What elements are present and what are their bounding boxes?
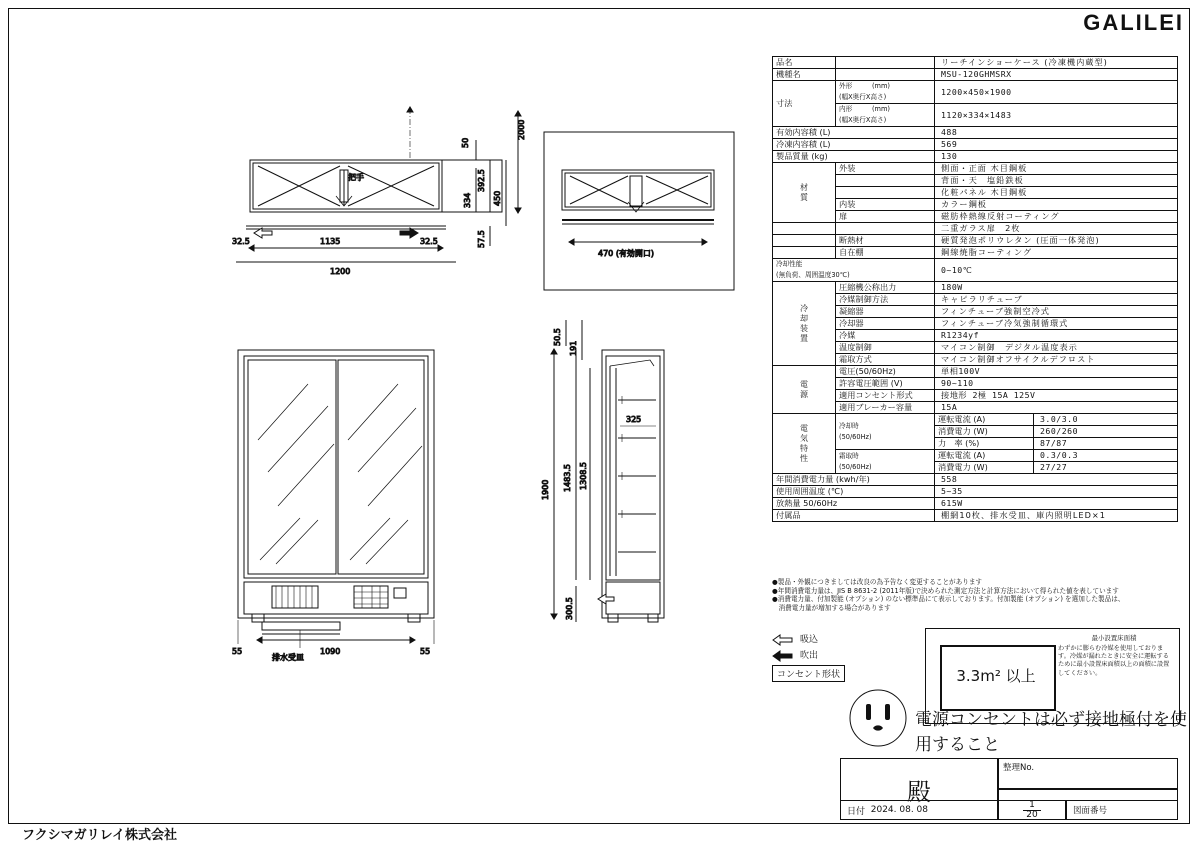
spec-sublabel: 扉 <box>836 211 935 223</box>
spec-sublabel: 許容電圧範囲 (V) <box>836 378 935 390</box>
spec-label: 冷凍内容積 (L) <box>773 139 935 151</box>
spec-value: 棚網10枚、排水受皿、庫内照明LED×1 <box>935 510 1178 522</box>
spec-group-label: 冷 却 装 置 <box>773 282 836 366</box>
spec-value: 二重ガラス扉 2枚 <box>935 223 1178 235</box>
company-name: フクシマガリレイ株式会社 <box>22 827 177 842</box>
spec-sublabel <box>836 175 935 187</box>
min-floor-area-box <box>925 628 1180 724</box>
spec-value: フィンチューブ冷気強制循環式 <box>935 318 1178 330</box>
spec-value: 27/27 <box>1034 462 1178 474</box>
table-row <box>773 282 1178 294</box>
spec-value: 1120×334×1483 <box>935 104 1178 127</box>
spec-sublabel: 電圧(50/60Hz) <box>836 366 935 378</box>
legend-intake-label: 吸込 <box>800 635 819 645</box>
scale-field <box>998 800 1066 820</box>
table-row <box>773 81 1178 104</box>
table-row <box>773 139 1178 151</box>
spec-item-label: 力 率 (%) <box>935 438 1034 450</box>
table-row <box>773 366 1178 378</box>
svg-text:392.5: 392.5 <box>477 169 486 192</box>
table-row <box>773 163 1178 175</box>
table-row <box>773 498 1178 510</box>
spec-value: 0.3/0.3 <box>1034 450 1178 462</box>
svg-text:1900: 1900 <box>541 479 550 500</box>
spec-value: 569 <box>935 139 1178 151</box>
table-row <box>773 235 1178 247</box>
spec-value: 背面・天 塩鉛鉄板 <box>935 175 1178 187</box>
svg-text:50: 50 <box>461 137 470 148</box>
svg-text:191: 191 <box>569 340 578 356</box>
spec-label: 製品質量 (kg) <box>773 151 935 163</box>
svg-text:300.5: 300.5 <box>565 597 574 620</box>
spec-sublabel: 適用コンセント形式 <box>836 390 935 402</box>
specification-table <box>772 56 1178 522</box>
spec-value: マイコン制御オフサイクルデフロスト <box>935 354 1178 366</box>
spec-sublabel <box>836 223 935 235</box>
spec-sublabel: 外形 (mm) (幅X奥行X高さ) <box>836 81 935 104</box>
svg-text:排水受皿: 排水受皿 <box>272 653 304 662</box>
spec-group-label: 電 気 特 性 <box>773 414 836 474</box>
spec-value: 260/260 <box>1034 426 1178 438</box>
table-row <box>773 223 1178 235</box>
spec-label: 寸法 <box>773 81 836 127</box>
min-area-value: 3.3m² 以上 <box>956 667 1036 685</box>
legend-intake <box>772 632 818 648</box>
spec-sublabel: 圧縮機公称出力 <box>836 282 935 294</box>
table-row <box>773 247 1178 259</box>
table-row <box>773 259 1178 282</box>
spec-value: 鋼線焼脂コーティング <box>935 247 1178 259</box>
spec-sublabel: 適用ブレーカー容量 <box>836 402 935 414</box>
svg-text:32.5: 32.5 <box>420 237 438 246</box>
spec-sublabel: 凝縮器 <box>836 306 935 318</box>
date-label: 日付 <box>847 806 866 817</box>
svg-text:334: 334 <box>463 192 472 208</box>
note-line: ●製品・外観につきましては改良の為予告なく変更することがあります <box>772 578 983 586</box>
legend-discharge <box>772 648 818 664</box>
date-field <box>840 800 998 820</box>
svg-text:把手: 把手 <box>348 173 364 182</box>
spec-sublabel <box>836 69 935 81</box>
scale-numerator: 1 <box>1023 801 1041 811</box>
spec-value: 488 <box>935 127 1178 139</box>
airflow-legend <box>772 632 818 664</box>
legend-discharge-label: 吹出 <box>800 651 819 661</box>
spec-group-label: 電 源 <box>773 366 836 414</box>
spec-item-label: 運転電流 (A) <box>935 450 1034 462</box>
min-area-note: わずかに膨らむ冷媒を使用しております。冷媒が漏れたときに安全に運転するために最小設置床面積以上の面積に設置してください。 <box>1058 645 1170 677</box>
plug-shape-label: コンセント形状 <box>772 665 845 682</box>
date-value: 2024. 08. 08 <box>870 805 929 815</box>
customer-dono: 殿 <box>840 758 998 820</box>
spec-value: キャピラリチューブ <box>935 294 1178 306</box>
table-row <box>773 414 1178 426</box>
spec-sublabel: 内形 (mm) (幅X奥行X高さ) <box>836 104 935 127</box>
plug-warning-text: 電源コンセントは必ず接地極付を使用すること <box>915 710 1187 755</box>
spec-value: 化粧パネル 木目鋼板 <box>935 187 1178 199</box>
svg-text:1135: 1135 <box>320 237 341 246</box>
side-view <box>541 320 664 622</box>
svg-text:32.5: 32.5 <box>232 237 250 246</box>
spec-value: 側面・正面 木目鋼板 <box>935 163 1178 175</box>
spec-value: 180W <box>935 282 1178 294</box>
table-row <box>773 510 1178 522</box>
spec-value: MSU-120GHMSRX <box>935 69 1178 81</box>
spec-sublabel: 冷却器 <box>836 318 935 330</box>
brand-logo: GALILEI <box>1083 10 1184 35</box>
spec-label: 品名 <box>773 57 836 69</box>
svg-text:50.5: 50.5 <box>553 328 562 346</box>
seiri-no-field: 整理No. <box>998 758 1178 789</box>
spec-label: 付属品 <box>773 510 935 522</box>
svg-text:2000: 2000 <box>517 119 526 140</box>
spec-sublabel <box>836 187 935 199</box>
spec-value: 単相100V <box>935 366 1178 378</box>
spec-sublabel: 外装 <box>836 163 935 175</box>
note-line: ●年間消費電力量は、JIS B 8631-2 (2011年版)で決められた測定方法と計算方法において得られた値を表しています <box>772 586 1119 595</box>
spec-value: マイコン制御 デジタル温度表示 <box>935 342 1178 354</box>
svg-text:1483.5: 1483.5 <box>563 464 572 492</box>
spec-label: 放熱量 50/60Hz <box>773 498 935 510</box>
note-line: ●消費電力量、付加製能 (オプション) のない標準品にて表示しております。付加製能 (オプション) を選加した製品は、 <box>772 595 1125 604</box>
top-view-detail <box>544 132 734 290</box>
spec-item-label: 消費電力 (W) <box>935 426 1034 438</box>
svg-text:1200: 1200 <box>330 267 351 276</box>
intake-arrow-icon <box>772 634 794 646</box>
spec-label: 機種名 <box>773 69 836 81</box>
spec-value: 558 <box>935 474 1178 486</box>
table-row <box>773 127 1178 139</box>
spec-value: 615W <box>935 498 1178 510</box>
front-view <box>232 350 434 662</box>
plug-outlet-icon <box>845 688 911 748</box>
spec-value: 5~35 <box>935 486 1178 498</box>
min-area-caption: 最小設置床面積 <box>1091 634 1137 642</box>
spec-item-label: 消費電力 (W) <box>935 462 1034 474</box>
svg-text:1090: 1090 <box>320 647 341 656</box>
spec-value: 接地形 2極 15A 125V <box>935 390 1178 402</box>
svg-text:450: 450 <box>493 190 502 206</box>
svg-text:1308.5: 1308.5 <box>579 462 588 490</box>
svg-text:55: 55 <box>232 647 243 656</box>
spec-value: 87/87 <box>1034 438 1178 450</box>
notes-block <box>772 578 1178 612</box>
table-row <box>773 69 1178 81</box>
drawing-number-field: 図面番号 <box>1066 800 1178 820</box>
svg-text:57.5: 57.5 <box>477 230 486 248</box>
spec-value: 硬質発泡ポリウレタン (圧面一体発泡) <box>935 235 1178 247</box>
spec-sublabel <box>836 57 935 69</box>
top-view-plan <box>232 107 526 276</box>
spec-group-label <box>773 223 836 235</box>
table-row <box>773 474 1178 486</box>
scale-denominator: 20 <box>1026 809 1038 820</box>
spec-value: フィンチューブ強制空冷式 <box>935 306 1178 318</box>
table-row <box>773 486 1178 498</box>
spec-value: リーチインショーケース (冷凍機内蔵型) <box>935 57 1178 69</box>
spec-sublabel: 温度制御 <box>836 342 935 354</box>
spec-sublabel: 霜取方式 <box>836 354 935 366</box>
spec-value: 90~110 <box>935 378 1178 390</box>
spec-value: 0~10℃ <box>935 259 1178 282</box>
spec-sublabel: 内装 <box>836 199 935 211</box>
spec-item-label: 運転電流 (A) <box>935 414 1034 426</box>
spec-label: 使用周囲温度 (℃) <box>773 486 935 498</box>
spec-sublabel: 霜取時 (50/60Hz) <box>836 450 935 474</box>
spec-value: 磁肪枠熱線反射コーティング <box>935 211 1178 223</box>
technical-drawings <box>10 20 770 820</box>
spec-sublabel: 自在棚 <box>836 247 935 259</box>
note-line: 消費電力量が増加する場合があります <box>772 603 891 612</box>
spec-group-label <box>773 247 836 259</box>
spec-sublabel: 冷媒 <box>836 330 935 342</box>
spec-label: 冷却性能 (無負荷、周囲温度30℃) <box>773 259 935 282</box>
spec-group-label: 材 質 <box>773 163 836 223</box>
spec-value: 3.0/3.0 <box>1034 414 1178 426</box>
spec-value: 15A <box>935 402 1178 414</box>
spec-label: 年間消費電力量 (kwh/年) <box>773 474 935 486</box>
spec-sublabel: 断熱材 <box>836 235 935 247</box>
spec-group-label <box>773 235 836 247</box>
discharge-arrow-icon <box>772 650 794 662</box>
spec-value: 1200×450×1900 <box>935 81 1178 104</box>
spec-sublabel: 冷媒制御方法 <box>836 294 935 306</box>
spec-value: R1234yf <box>935 330 1178 342</box>
svg-text:55: 55 <box>420 647 431 656</box>
spec-sublabel: 冷却時 (50/60Hz) <box>836 414 935 450</box>
svg-text:470 (有効開口): 470 (有効開口) <box>598 249 655 258</box>
table-row <box>773 57 1178 69</box>
spec-value: カラー鋼板 <box>935 199 1178 211</box>
svg-text:325: 325 <box>626 415 642 424</box>
spec-value: 130 <box>935 151 1178 163</box>
spec-label: 有効内容積 (L) <box>773 127 935 139</box>
table-row <box>773 151 1178 163</box>
